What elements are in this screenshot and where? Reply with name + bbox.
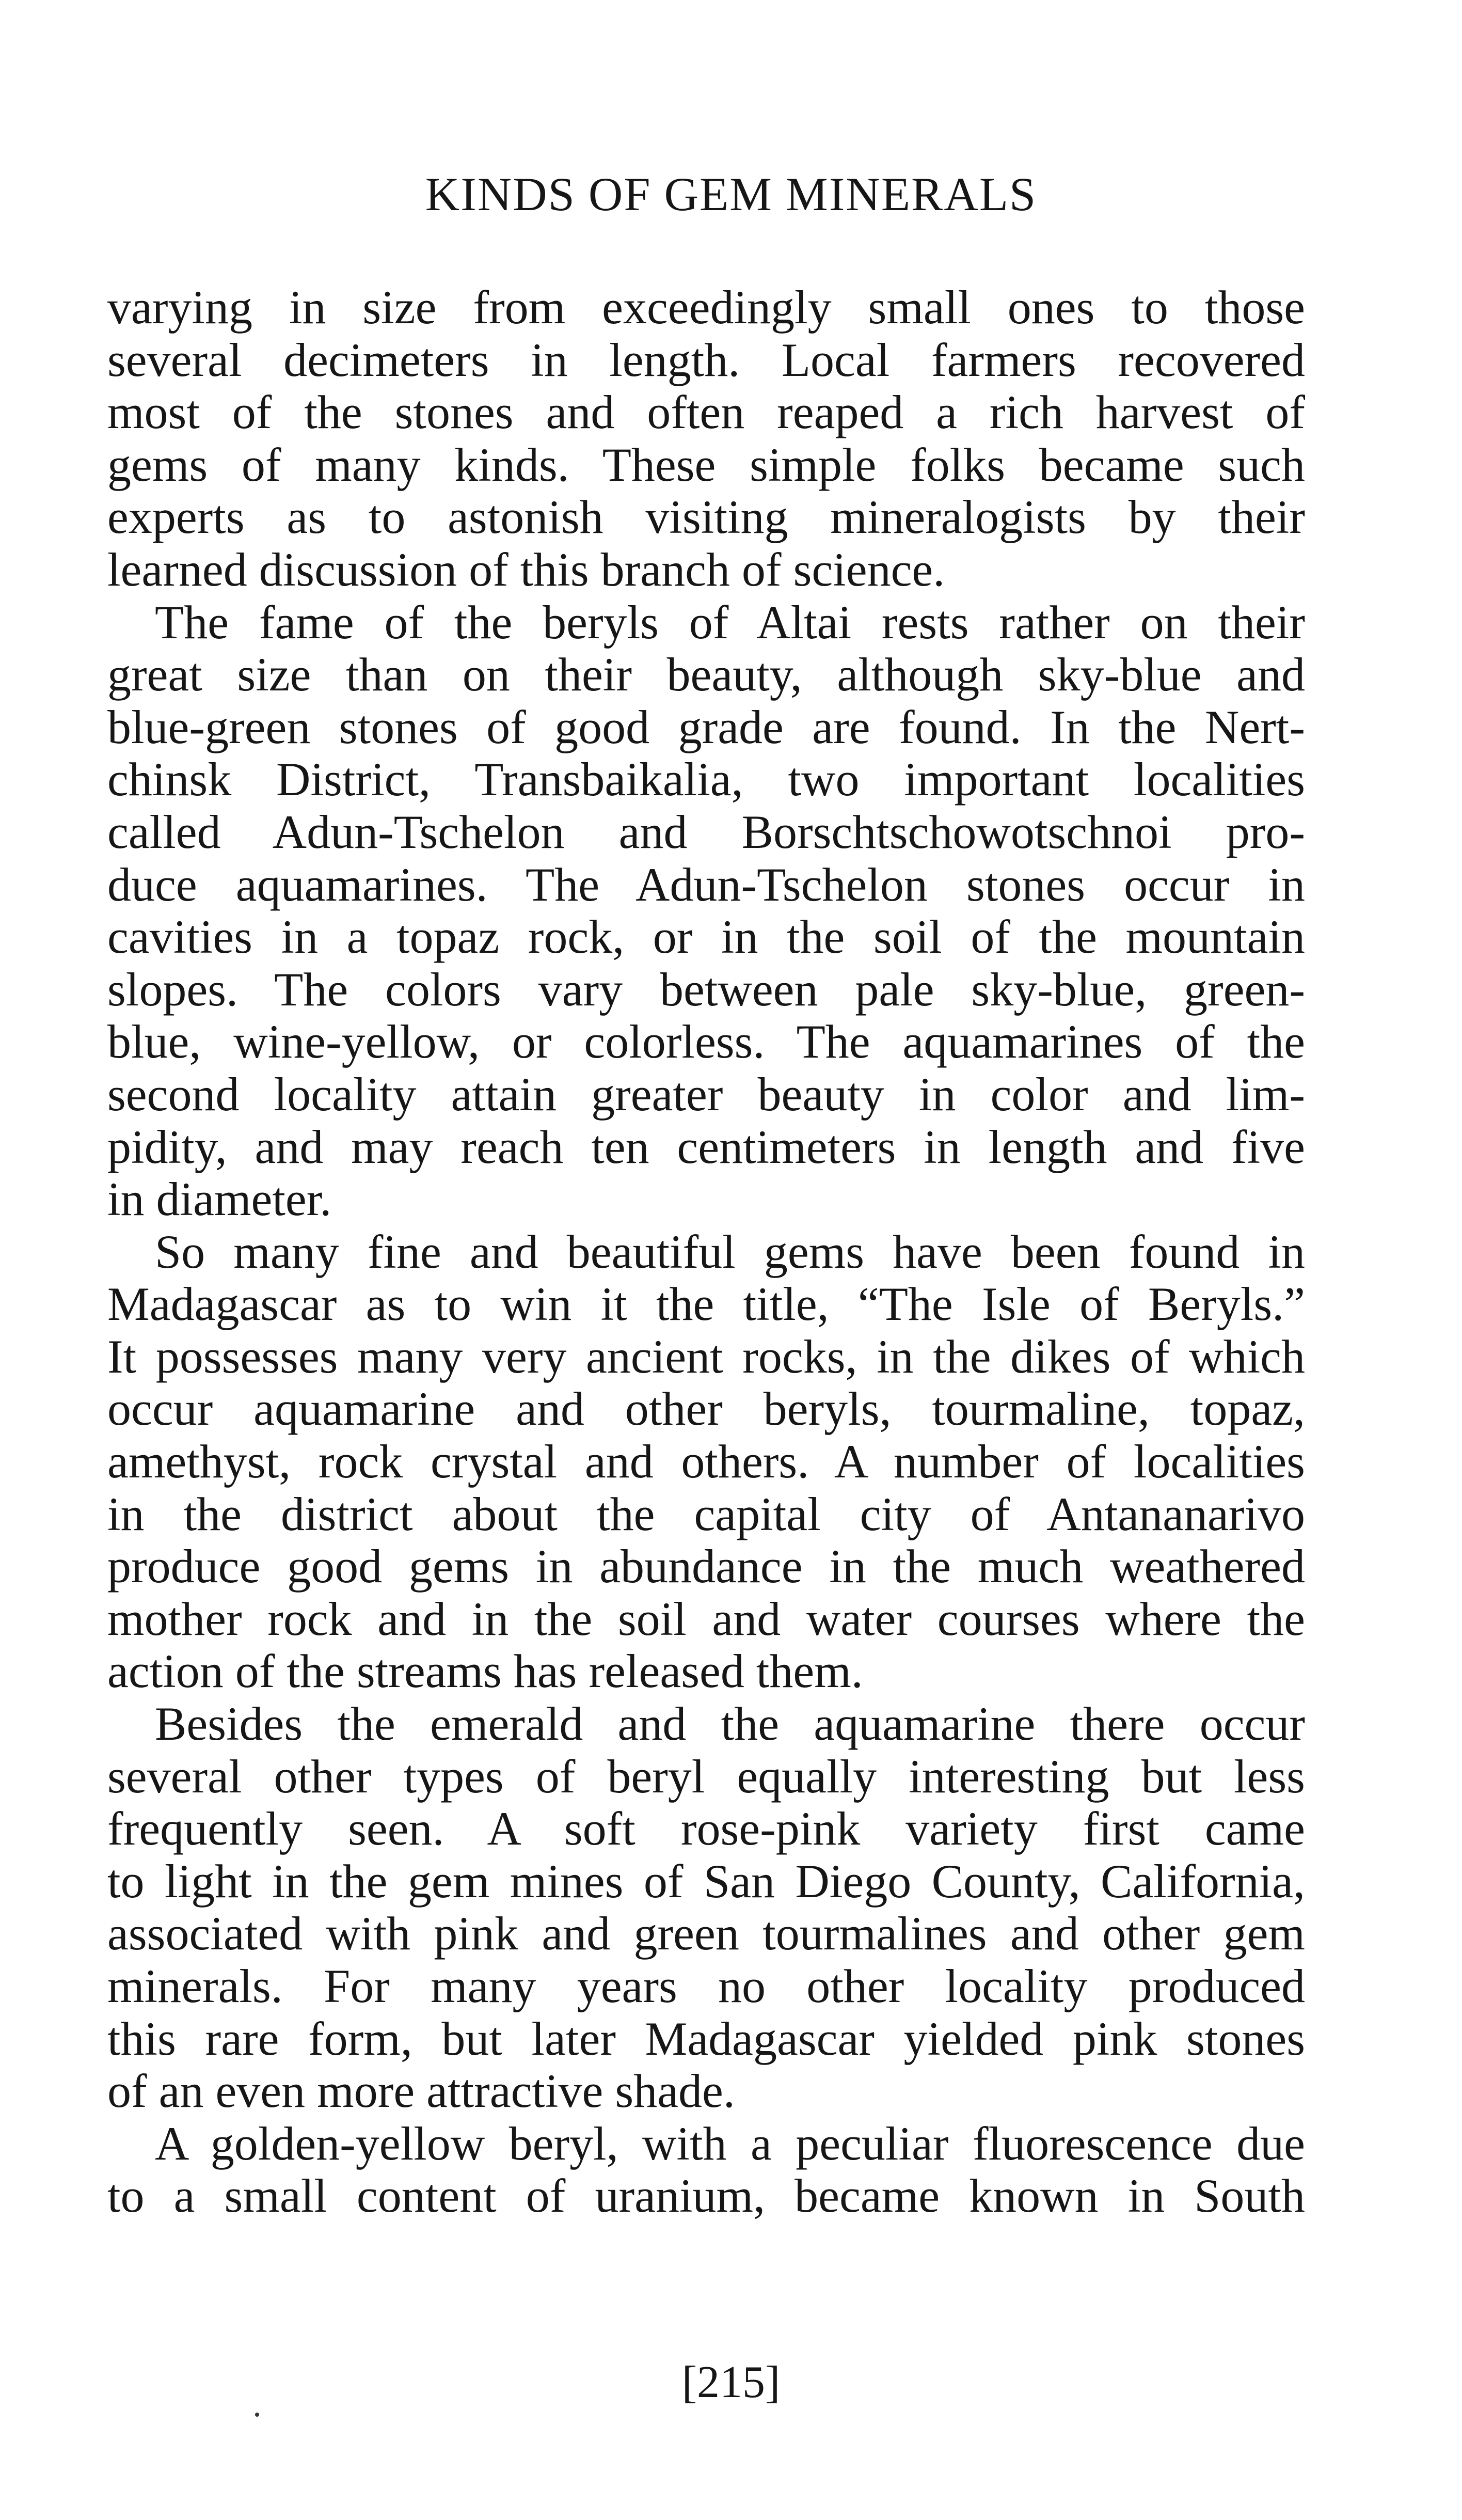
text-line: mother rock and in the soil and water courses where the xyxy=(107,1592,1305,1645)
text-line: great size than on their beauty, although sky-blue and xyxy=(107,648,1305,701)
text-line: several decimeters in length. Local farmers recovered xyxy=(107,333,1305,386)
text-line: blue-green stones of good grade are found. In the Nert- xyxy=(107,700,1305,753)
text-line: varying in size from exceedingly small ones to those xyxy=(107,281,1305,334)
text-line: in diameter. xyxy=(107,1173,332,1226)
text-line: gems of many kinds. These simple folks became such xyxy=(107,438,1305,491)
text-line: chinsk District, Transbaikalia, two important localities xyxy=(107,753,1305,806)
text-line: Madagascar as to win it the title, “The Isle of Beryls.” xyxy=(107,1278,1305,1331)
text-line: experts as to astonish visiting mineralogists by their xyxy=(107,491,1305,544)
text-line: slopes. The colors vary between pale sky-blue, green- xyxy=(107,963,1305,1016)
page-number: [215] xyxy=(681,2357,781,2407)
text-line: produce good gems in abundance in the much weathered xyxy=(107,1540,1305,1593)
text-line: A golden-yellow beryl, with a peculiar fluorescence due xyxy=(155,2117,1305,2170)
text-line: blue, wine-yellow, or colorless. The aquamarines of the xyxy=(107,1015,1305,1068)
text-line: amethyst, rock crystal and others. A number of localities xyxy=(107,1435,1305,1488)
text-line: several other types of beryl equally interesting but less xyxy=(107,1750,1305,1803)
text-line: called Adun-Tschelon and Borschtschowotschnoi pro- xyxy=(107,805,1305,858)
text-line: The fame of the beryls of Altai rests rather on their xyxy=(155,595,1305,649)
text-line: cavities in a topaz rock, or in the soil of the mountain xyxy=(107,910,1305,964)
text-line: most of the stones and often reaped a rich harvest of xyxy=(107,386,1305,439)
text-line: associated with pink and green tourmalines and other gem xyxy=(107,1907,1305,1960)
body-text xyxy=(107,281,1305,2223)
text-line: occur aquamarine and other beryls, tourmaline, topaz, xyxy=(107,1382,1305,1436)
text-line: frequently seen. A soft rose-pink variety first came xyxy=(107,1802,1305,1855)
running-title: KINDS OF GEM MINERALS xyxy=(425,168,1037,220)
text-line: to a small content of uranium, became known in South xyxy=(107,2169,1305,2223)
text-line: duce aquamarines. The Adun-Tschelon stones occur in xyxy=(107,858,1305,911)
text-line: learned discussion of this branch of science. xyxy=(107,543,945,596)
ink-speck xyxy=(255,2413,259,2417)
text-line: Besides the emerald and the aquamarine there occur xyxy=(155,1697,1305,1751)
text-line: minerals. For many years no other locality produced xyxy=(107,1960,1305,2012)
text-line: of an even more attractive shade. xyxy=(107,2065,735,2118)
text-line: to light in the gem mines of San Diego County, California, xyxy=(107,1854,1305,1908)
text-line: So many fine and beautiful gems have been found in xyxy=(155,1225,1305,1278)
text-line: this rare form, but later Madagascar yielded pink stones xyxy=(107,2012,1305,2065)
text-line: action of the streams has released them. xyxy=(107,1645,863,1698)
text-line: in the district about the capital city of Antananarivo xyxy=(107,1487,1305,1540)
text-line: pidity, and may reach ten centimeters in length and five xyxy=(107,1120,1305,1173)
text-line: It possesses many very ancient rocks, in the dikes of which xyxy=(107,1330,1305,1383)
text-line: second locality attain greater beauty in color and lim- xyxy=(107,1067,1305,1121)
